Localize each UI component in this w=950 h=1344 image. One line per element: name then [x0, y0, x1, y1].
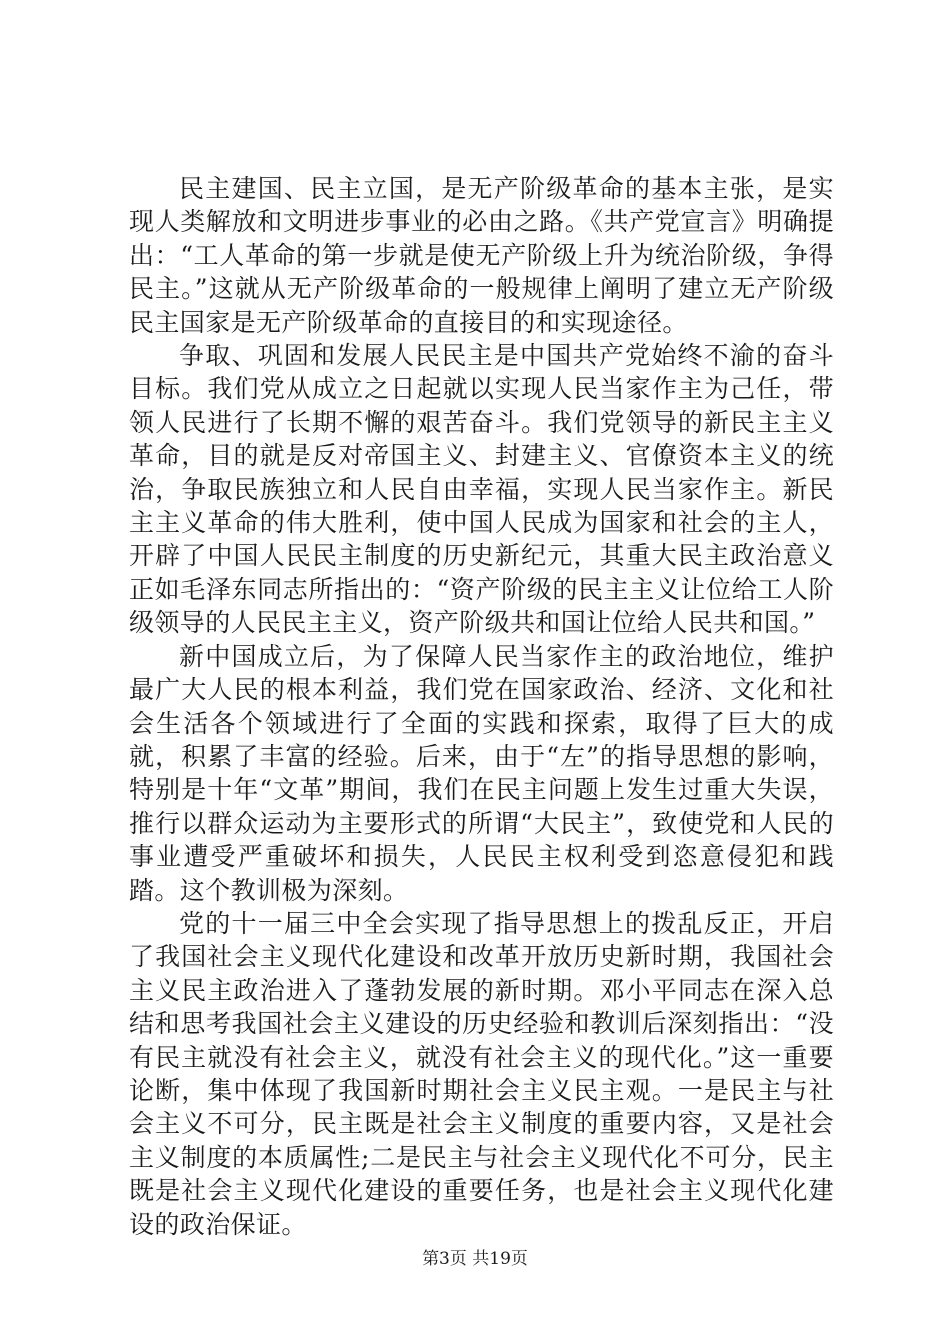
paragraph-new-china-practice: 新中国成立后，为了保障人民当家作主的政治地位，维护最广大人民的根本利益，我们党在国家政治、经济、文化和社会生活各个领域进行了全面的实践和探索，取得了巨大的成就，积累了丰富的经验。后来，由于“左”的指导思想的影响，特别是十年“文革”期间，我们在民主问题上发生过重大失误，推行以群众运动为主要形式的所谓“大民主”，致使党和人民的事业遭受严重破坏和损失，人民民主权利受到恣意侵犯和践踏。这个教训极为深刻。 [129, 641, 834, 905]
document-body [129, 172, 834, 1241]
page-number-footer: 第3页 共19页 [422, 1249, 528, 1269]
paragraph-peoples-democracy-goal: 争取、巩固和发展人民民主是中国共产党始终不渝的奋斗目标。我们党从成立之日起就以实现人民当家作主为己任，带领人民进行了长期不懈的艰苦奋斗。我们党领导的新民主主义革命，目的就是反对帝国主义、封建主义、官僚资本主义的统治，争取民族独立和人民自由幸福，实现人民当家作主。新民主主义革命的伟大胜利，使中国人民成为国家和社会的主人，开辟了中国人民民主制度的历史新纪元，其重大民主政治意义正如毛泽东同志所指出的：“资产阶级的民主主义让位给工人阶级领导的人民民主主义，资产阶级共和国让位给人民共和国。” [129, 341, 834, 638]
paragraph-democracy-founding: 民主建国、民主立国，是无产阶级革命的基本主张，是实现人类解放和文明进步事业的必由之路。《共产党宣言》明确提出：“工人革命的第一步就是使无产阶级上升为统治阶级，争得民主。”这就从无产阶级革命的一般规律上阐明了建立无产阶级民主国家是无产阶级革命的直接目的和实现途径。 [129, 174, 834, 337]
paragraph-third-plenum: 党的十一届三中全会实现了指导思想上的拨乱反正，开启了我国社会主义现代化建设和改革开放历史新时期，我国社会主义民主政治进入了蓬勃发展的新时期。邓小平同志在深入总结和思考我国社会主义建设的历史经验和教训后深刻指出：“没有民主就没有社会主义，就没有社会主义的现代化。”这一重要论断，集中体现了我国新时期社会主义民主观。一是民主与社会主义不可分，民主既是社会主义制度的重要内容，又是社会主义制度的本质属性;二是民主与社会主义现代化不可分，民主既是社会主义现代化建设的重要任务，也是社会主义现代化建设的政治保证。 [129, 908, 834, 1239]
